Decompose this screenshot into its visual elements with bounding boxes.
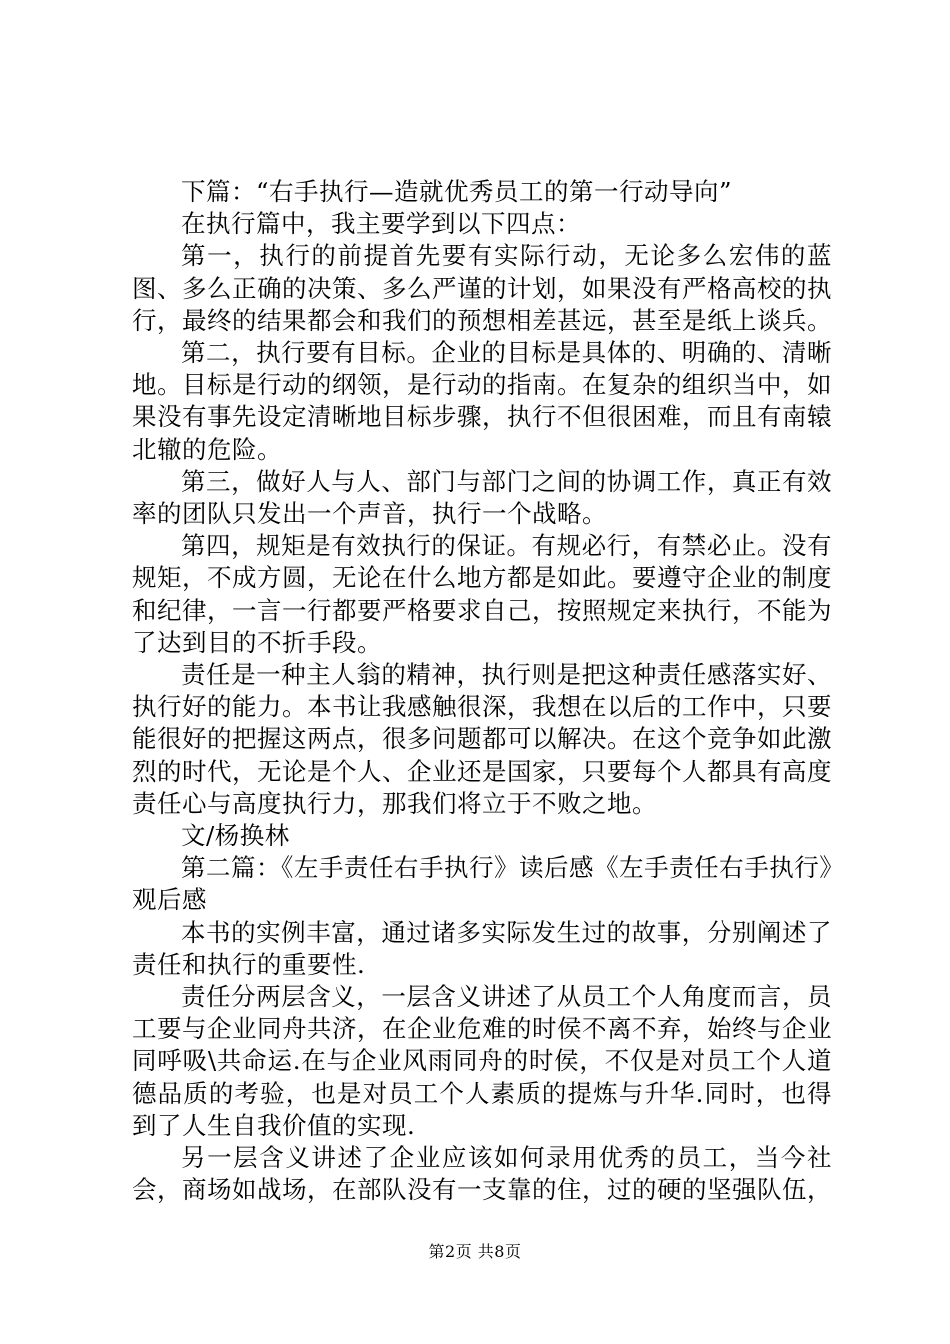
paragraph-point-3: 第三，做好人与人、部门与部门之间的协调工作，真正有效率的团队只发出一个声音，执行一个战略。 — [132, 466, 832, 529]
paragraph-point-2: 第二，执行要有目标。企业的目标是具体的、明确的、清晰地。目标是行动的纲领，是行动的指南。在复杂的组织当中，如果没有事先设定清晰地目标步骤，执行不但很困难，而且有南辕北辙的危险。 — [132, 338, 832, 464]
paragraph-responsibility-1: 责任分两层含义，一层含义讲述了从员工个人角度而言，员工要与企业同舟共济，在企业危难的时侯不离不弃，始终与企业同呼吸\共命运.在与企业风雨同舟的时侯，不仅是对员工个人道德品质的考验，也是对员工个人素质的提炼与升华.同时，也得到了人生自我价值的实现. — [132, 982, 832, 1140]
paragraph-heading-part-2: 第二篇：《左手责任右手执行》读后感《左手责任右手执行》观后感 — [132, 853, 832, 915]
paragraph-heading-part-b: 下篇：“右手执行—造就优秀员工的第一行动导向” — [181, 177, 733, 206]
paragraph-examples: 本书的实例丰富，通过诸多实际发生过的故事，分别阐述了责任和执行的重要性. — [132, 917, 832, 979]
document-body — [132, 176, 832, 1207]
paragraph-point-4: 第四，规矩是有效执行的保证。有规必行，有禁必止。没有规矩，不成方圆，无论在什么地方都是如此。要遵守企业的制度和纪律，一言一行都要严格要求自己，按照规定来执行，不能为了达到目的不折手段。 — [132, 531, 832, 657]
page-number-footer: 第2页 共8页 — [428, 1242, 522, 1261]
paragraph-point-1: 第一，执行的前提首先要有实际行动，无论多么宏伟的蓝图、多么正确的决策、多么严谨的计划，如果没有严格高校的执行，最终的结果都会和我们的预想相差甚远，甚至是纸上谈兵。 — [132, 241, 832, 335]
paragraph-author: 文/杨换林 — [181, 821, 290, 851]
paragraph-responsibility-2: 另一层含义讲述了企业应该如何录用优秀的员工，当今社会，商场如战场，在部队没有一支靠的住，过的硬的坚强队伍， — [132, 1143, 832, 1205]
paragraph-intro: 在执行篇中，我主要学到以下四点： — [181, 209, 581, 239]
paragraph-summary: 责任是一种主人翁的精神，执行则是把这种责任感落实好、执行好的能力。本书让我感触很深，我想在以后的工作中，只要能很好的把握这两点，很多问题都可以解决。在这个竞争如此激烈的时代，无论是个人、企业还是国家，只要每个人都具有高度责任心与高度执行力，那我们将立于不败之地。 — [132, 660, 832, 818]
